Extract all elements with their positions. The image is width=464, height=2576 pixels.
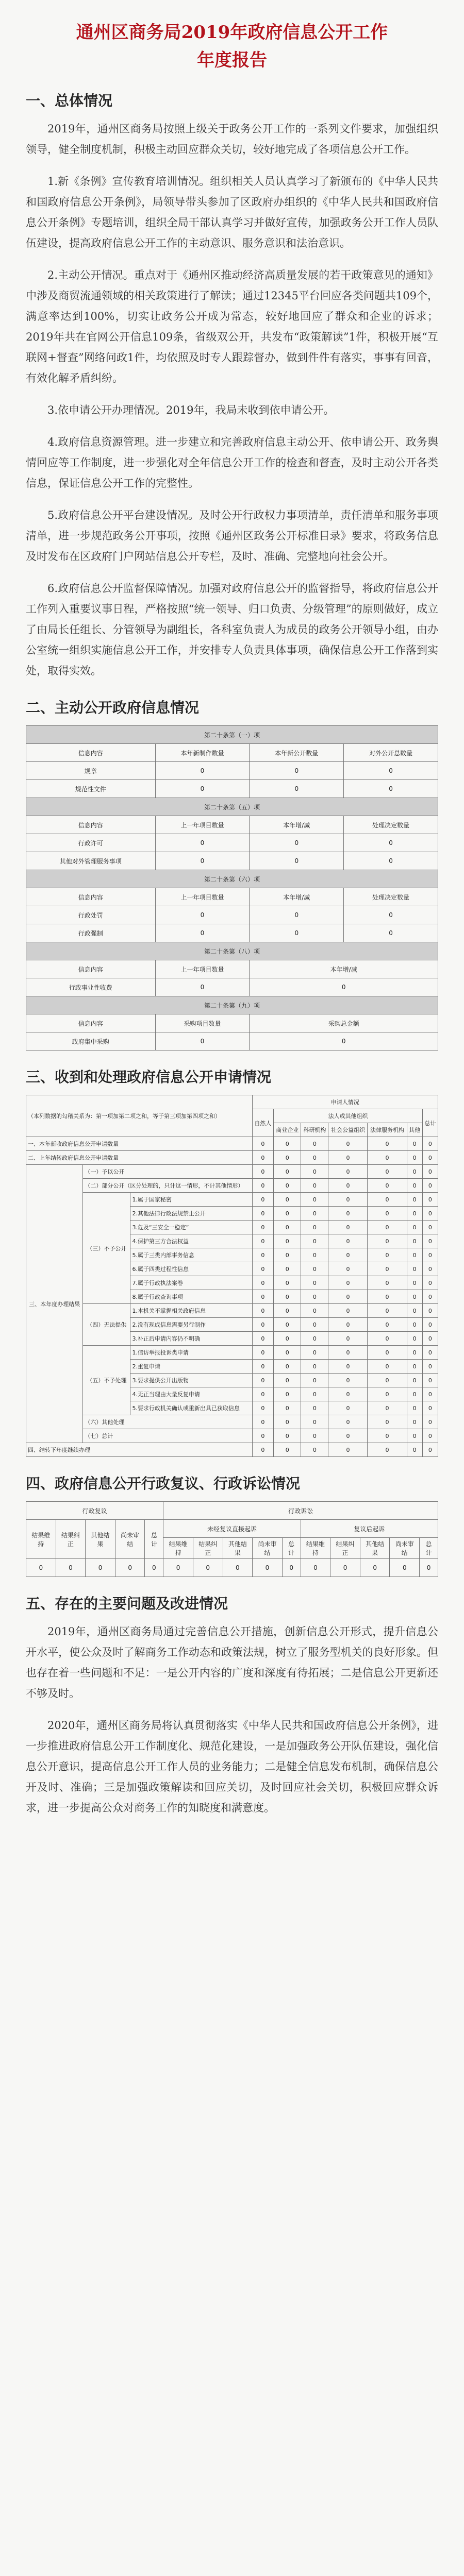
cell-value: 0 <box>407 1262 422 1276</box>
cell-value: 0 <box>368 1137 407 1151</box>
cell-value: 0 <box>274 1234 301 1248</box>
cell-value: 0 <box>422 1290 438 1304</box>
cell-value: 0 <box>368 1415 407 1429</box>
cell-value: 0 <box>252 1443 274 1457</box>
cell-value: 0 <box>193 1559 223 1577</box>
cell-value: 0 <box>252 1207 274 1221</box>
table-header: （本列数据的勾稽关系为：第一项加第二项之和，等于第三项加第四项之和） <box>26 1095 253 1137</box>
cell-value: 0 <box>328 1165 368 1179</box>
cell-value: 0 <box>301 1207 328 1221</box>
cell-value: 0 <box>274 1165 301 1179</box>
cell-value: 0 <box>407 1207 422 1221</box>
table-row <box>26 1429 438 1443</box>
application-handling-table <box>26 1095 438 1457</box>
cell-value: 0 <box>368 1234 407 1248</box>
table-row <box>26 1304 438 1318</box>
row-label: 4.保护第三方合法权益 <box>130 1234 252 1248</box>
cell-value: 0 <box>56 1559 86 1577</box>
cell-value: 0 <box>301 1346 328 1360</box>
cell-value: 0 <box>301 1248 328 1262</box>
cell-value: 0 <box>301 1429 328 1443</box>
cell-value: 0 <box>252 1318 274 1332</box>
table-header: 采购项目数量 <box>155 1014 250 1032</box>
cell-value: 0 <box>328 1360 368 1374</box>
report-title-line2: 年度报告 <box>197 50 267 71</box>
cell-value: 0 <box>274 1346 301 1360</box>
table-row: 政府集中采购 0 0 <box>26 1032 438 1050</box>
cell-value: 0 <box>282 1559 301 1577</box>
row-label: 2.没有现成信息需要另行制作 <box>130 1318 252 1332</box>
row-label: 3.要求提供公开出版物 <box>130 1374 252 1387</box>
cell-value: 0 <box>274 1248 301 1262</box>
cell-value: 0 <box>301 1179 328 1193</box>
cell-value: 0 <box>407 1165 422 1179</box>
cell-value: 0 <box>368 1207 407 1221</box>
cell-value: 0 <box>422 1387 438 1401</box>
table-row: 行政事业性收费 0 0 <box>26 978 438 996</box>
cell-value: 0 <box>274 1415 301 1429</box>
paragraph: 4.政府信息资源管理。进一步建立和完善政府信息主动公开、依申请公开、政务舆情回应等工作制度，进一步强化对全年信息公开工作的检查和督查，及时主动公开各类信息，保证信息公开工作的完整性。 <box>26 436 438 489</box>
cell-value: 0 <box>328 1374 368 1387</box>
row-label: 5.要求行政机关确认或重新出具已获取信息 <box>130 1401 252 1415</box>
table-header: 行政诉讼 <box>163 1502 438 1520</box>
cell-value: 0 <box>390 1559 420 1577</box>
cell-value: 0 <box>252 1360 274 1374</box>
cell-value: 0 <box>252 1193 274 1207</box>
report-title-line1: 通州区商务局2019年政府信息公开工作 <box>76 22 388 43</box>
cell-value: 0 <box>422 1360 438 1374</box>
cell-value: 0 <box>252 1234 274 1248</box>
cell-value: 0 <box>422 1179 438 1193</box>
table-header: 商业企业 <box>274 1123 301 1137</box>
cell-value: 0 <box>274 1137 301 1151</box>
paragraph: 6.政府信息公开监督保障情况。加强对政府信息公开的监督指导，将政府信息公开工作列入重要议事日程，严格按照“统一领导、归口负责、分级管理”的原则做好，成立了由局长任组长、分管领导为副组长，各科室负责人为成员的政务公开领导小组，由办公室统一组织实施信息公开工作，并安排专人负责具体事项，确保信息公开工作落到实处，取得实效。 <box>26 582 438 677</box>
cell-value: 0 <box>407 1221 422 1234</box>
cell-value: 0 <box>422 1262 438 1276</box>
report-title <box>0 0 464 74</box>
row-sub-group-label: （四）无法提供 <box>83 1304 130 1346</box>
cell-value: 0 <box>328 1248 368 1262</box>
paragraph: 3.依申请公开办理情况。2019年，我局未收到依申请公开。 <box>47 404 335 416</box>
row-label: 3.危及“三安全一稳定” <box>130 1221 252 1234</box>
table-section-header: 第二十条第（八）项 <box>26 942 438 960</box>
cell-value: 0 <box>252 1429 274 1443</box>
row-label: 3.补正后申请内容仍不明确 <box>130 1332 252 1346</box>
cell-value: 0 <box>274 1221 301 1234</box>
row-label: 5.属于三类内部事务信息 <box>130 1248 252 1262</box>
cell-value: 0 <box>274 1332 301 1346</box>
table-header: 处理决定数量 <box>344 816 438 834</box>
cell-value: 0 <box>301 1221 328 1234</box>
cell-value: 0 <box>407 1415 422 1429</box>
table-header: 上一年项目数量 <box>155 960 250 978</box>
cell-value: 0 <box>422 1318 438 1332</box>
table-header: 信息内容 <box>26 960 156 978</box>
row-label: 四、结转下年度继续办理 <box>26 1443 253 1457</box>
table-row: 规范性文件 0 0 0 <box>26 780 438 798</box>
table-header: 上一年项目数量 <box>155 888 250 906</box>
cell-value: 0 <box>368 1346 407 1360</box>
table-header: 信息内容 <box>26 744 156 762</box>
cell-value: 0 <box>252 1290 274 1304</box>
cell-value: 0 <box>420 1559 438 1577</box>
cell-value: 0 <box>422 1429 438 1443</box>
cell-value: 0 <box>407 1193 422 1207</box>
cell-value: 0 <box>328 1429 368 1443</box>
row-label: 1.信访举报投诉类申请 <box>130 1346 252 1360</box>
cell-value: 0 <box>422 1304 438 1318</box>
cell-value: 0 <box>328 1332 368 1346</box>
cell-value: 0 <box>328 1346 368 1360</box>
cell-value: 0 <box>274 1179 301 1193</box>
cell-value: 0 <box>252 1262 274 1276</box>
cell-value: 0 <box>422 1248 438 1262</box>
table-section-header: 第二十条第（六）项 <box>26 870 438 888</box>
table-row <box>26 1193 438 1207</box>
cell-value: 0 <box>422 1151 438 1165</box>
table-row: 行政处罚 0 0 0 <box>26 906 438 924</box>
cell-value: 0 <box>328 1415 368 1429</box>
table-row <box>26 1165 438 1179</box>
cell-value: 0 <box>274 1318 301 1332</box>
review-litigation-table: 行政复议 行政诉讼 结果维持 结果纠正 其他结果 尚未审结 总计 未经复议直接起诉 复议后起诉 结果维持 结果纠正 其他结果 尚未审结 总计 结果维持 结果纠正 其他结果 尚未审结 总计 0 0 0 0 0 0 0 0 0 0 0 0 0 0 0 <box>26 1501 438 1577</box>
cell-value: 0 <box>328 1207 368 1221</box>
row-label: 7.属于行政执法案卷 <box>130 1276 252 1290</box>
cell-value: 0 <box>422 1234 438 1248</box>
cell-value: 0 <box>422 1332 438 1346</box>
cell-value: 0 <box>274 1304 301 1318</box>
cell-value: 0 <box>301 1262 328 1276</box>
table-header: 信息内容 <box>26 816 156 834</box>
cell-value: 0 <box>274 1443 301 1457</box>
row-label: 2.其他法律行政法规禁止公开 <box>130 1207 252 1221</box>
cell-value: 0 <box>407 1248 422 1262</box>
cell-value: 0 <box>253 1559 283 1577</box>
cell-value: 0 <box>407 1318 422 1332</box>
cell-value: 0 <box>407 1332 422 1346</box>
table-row <box>26 1179 438 1193</box>
cell-value: 0 <box>368 1318 407 1332</box>
cell-value: 0 <box>274 1374 301 1387</box>
cell-value: 0 <box>422 1276 438 1290</box>
cell-value: 0 <box>422 1193 438 1207</box>
row-label: 1.本机关不掌握相关政府信息 <box>130 1304 252 1318</box>
cell-value: 0 <box>328 1304 368 1318</box>
cell-value: 0 <box>252 1401 274 1415</box>
paragraph: 1.新《条例》宣传教育培训情况。组织相关人员认真学习了新颁布的《中华人民共和国政府信息公开条例》，局领导带头参加了区政府办组织的《中华人民共和国政府信息公开条例》专题培训，组织全局干部认真学习并做好宣传，加强政务公开工作人员队伍建设，提高政府信息公开工作的主动意识、服务意识和法治意识。 <box>26 175 438 249</box>
cell-value: 0 <box>252 1248 274 1262</box>
cell-value: 0 <box>368 1443 407 1457</box>
cell-value: 0 <box>368 1429 407 1443</box>
cell-value: 0 <box>330 1559 360 1577</box>
table-row <box>26 1559 438 1577</box>
cell-value: 0 <box>368 1401 407 1415</box>
row-label: 6.属于四类过程性信息 <box>130 1262 252 1276</box>
cell-value: 0 <box>407 1374 422 1387</box>
cell-value: 0 <box>252 1165 274 1179</box>
cell-value: 0 <box>368 1262 407 1276</box>
cell-value: 0 <box>274 1151 301 1165</box>
cell-value: 0 <box>422 1374 438 1387</box>
table-header: 本年新公开数量 <box>250 744 344 762</box>
cell-value: 0 <box>274 1290 301 1304</box>
row-label: 一、本年新收政府信息公开申请数量 <box>26 1137 253 1151</box>
paragraph: 2.主动公开情况。重点对于《通州区推动经济高质量发展的若干政策意见的通知》中涉及商贸流通领域的相关政策进行了解读；通过12345平台回应各类问题共109个，满意率达到100%，切实让政务公开成为常态，较好地回应了群众和企业的诉求；2019年共在官网公开信息109条，省级双公开，共发布“政策解读”1件，积极开展“互联网+督查”网络问政1件，均依照及时专人跟踪督办，做到件件有落实，事事有回音，有效化解矛盾纠纷。 <box>26 269 438 384</box>
cell-value: 0 <box>301 1304 328 1318</box>
cell-value: 0 <box>252 1346 274 1360</box>
cell-value: 0 <box>368 1221 407 1234</box>
cell-value: 0 <box>422 1415 438 1429</box>
cell-value: 0 <box>252 1137 274 1151</box>
table-header: 法人或其他组织 <box>274 1109 423 1123</box>
cell-value: 0 <box>274 1207 301 1221</box>
table-header: 对外公开总数量 <box>344 744 438 762</box>
table-header: 自然人 <box>252 1109 274 1137</box>
cell-value: 0 <box>328 1137 368 1151</box>
cell-value: 0 <box>223 1559 253 1577</box>
table-section-header: 第二十条第（五）项 <box>26 798 438 816</box>
cell-value: 0 <box>301 1559 330 1577</box>
cell-value: 0 <box>252 1304 274 1318</box>
cell-value: 0 <box>407 1234 422 1248</box>
cell-value: 0 <box>301 1234 328 1248</box>
cell-value: 0 <box>274 1429 301 1443</box>
cell-value: 0 <box>252 1179 274 1193</box>
cell-value: 0 <box>301 1401 328 1415</box>
section-heading-1: 一、总体情况 <box>26 92 113 109</box>
cell-value: 0 <box>407 1290 422 1304</box>
table-header: 社会公益组织 <box>328 1123 368 1137</box>
row-sub-group-label: （五）不予处理 <box>83 1346 130 1415</box>
cell-value: 0 <box>422 1165 438 1179</box>
table-header: 法律服务机构 <box>368 1123 407 1137</box>
cell-value: 0 <box>328 1401 368 1415</box>
paragraph: 5.政府信息公开平台建设情况。及时公开行政权力事项清单，责任清单和服务事项清单，进一步规范政务公开事项，按照《通州区政务公开标准目录》要求，将政务信息及时发布在区政府门户网站信息公开专栏，及时、准确、完整地向社会公开。 <box>26 509 438 563</box>
cell-value: 0 <box>274 1401 301 1415</box>
row-label: 2.重复申请 <box>130 1360 252 1374</box>
table-row: 规章 0 0 0 <box>26 762 438 780</box>
cell-value: 0 <box>360 1559 390 1577</box>
cell-value: 0 <box>328 1151 368 1165</box>
cell-value: 0 <box>301 1332 328 1346</box>
table-header: 信息内容 <box>26 1014 156 1032</box>
cell-value: 0 <box>422 1346 438 1360</box>
row-label: （一）予以公开 <box>83 1165 252 1179</box>
cell-value: 0 <box>407 1387 422 1401</box>
table-header: 本年增/减 <box>250 816 344 834</box>
cell-value: 0 <box>368 1193 407 1207</box>
cell-value: 0 <box>368 1332 407 1346</box>
table-section-header: 第二十条第（九）项 <box>26 996 438 1014</box>
cell-value: 0 <box>407 1276 422 1290</box>
cell-value: 0 <box>274 1276 301 1290</box>
table-header: 申请人情况 <box>252 1095 438 1109</box>
cell-value: 0 <box>301 1360 328 1374</box>
paragraph: 2019年，通州区商务局按照上级关于政务公开工作的一系列文件要求，加强组织领导，健全制度机制，积极主动回应群众关切，较好地完成了各项信息公开工作。 <box>26 123 438 156</box>
cell-value: 0 <box>368 1276 407 1290</box>
table-header: 总计 <box>422 1109 438 1137</box>
table-header: 上一年项目数量 <box>155 816 250 834</box>
table-section-header: 第二十条第（一）项 <box>26 726 438 744</box>
cell-value: 0 <box>252 1415 274 1429</box>
cell-value: 0 <box>145 1559 163 1577</box>
cell-value: 0 <box>328 1387 368 1401</box>
cell-value: 0 <box>368 1248 407 1262</box>
cell-value: 0 <box>163 1559 193 1577</box>
cell-value: 0 <box>301 1290 328 1304</box>
row-sub-group-label: （三）不予公开 <box>83 1193 130 1304</box>
cell-value: 0 <box>368 1179 407 1193</box>
cell-value: 0 <box>368 1151 407 1165</box>
proactive-disclosure-table <box>26 725 438 1050</box>
table-header: 本年新制作数量 <box>155 744 250 762</box>
section-heading-4: 四、政府信息公开行政复议、行政诉讼情况 <box>26 1475 301 1492</box>
paragraph: 2020年，通州区商务局将认真贯彻落实《中华人民共和国政府信息公开条例》，进一步推进政府信息公开工作制度化、规范化建设，一是加强政务公开队伍建设，强化信息公开意识，提高信息公开工作人员的业务能力；二是健全信息发布机制，确保信息公开及时、准确；三是加强政策解读和回应关切，及时回应社会关切，积极回应群众诉求，进一步提高公众对商务工作的知晓度和满意度。 <box>26 1719 438 1814</box>
table-row <box>26 1137 438 1151</box>
cell-value: 0 <box>368 1290 407 1304</box>
table-header: 信息内容 <box>26 888 156 906</box>
cell-value: 0 <box>407 1360 422 1374</box>
cell-value: 0 <box>422 1137 438 1151</box>
cell-value: 0 <box>422 1207 438 1221</box>
cell-value: 0 <box>368 1374 407 1387</box>
cell-value: 0 <box>252 1151 274 1165</box>
cell-value: 0 <box>274 1262 301 1276</box>
row-label: （七）总计 <box>83 1429 252 1443</box>
cell-value: 0 <box>274 1387 301 1401</box>
cell-value: 0 <box>407 1137 422 1151</box>
cell-value: 0 <box>274 1360 301 1374</box>
section-heading-3: 三、收到和处理政府信息公开申请情况 <box>26 1069 272 1086</box>
section-heading-2: 二、主动公开政府信息情况 <box>26 699 200 716</box>
cell-value: 0 <box>301 1318 328 1332</box>
cell-value: 0 <box>301 1165 328 1179</box>
table-row: 其他对外管理服务事项 0 0 0 <box>26 852 438 870</box>
cell-value: 0 <box>407 1401 422 1415</box>
cell-value: 0 <box>86 1559 115 1577</box>
row-label: 1.属于国家秘密 <box>130 1193 252 1207</box>
cell-value: 0 <box>301 1443 328 1457</box>
table-row: 行政强制 0 0 0 <box>26 924 438 942</box>
row-label: 二、上年结转政府信息公开申请数量 <box>26 1151 253 1165</box>
row-label: 4.无正当理由大量反复申请 <box>130 1387 252 1401</box>
cell-value: 0 <box>368 1165 407 1179</box>
cell-value: 0 <box>301 1193 328 1207</box>
row-label: （二）部分公开（区分处理的，只计这一情形，不计其他情形） <box>83 1179 252 1193</box>
cell-value: 0 <box>328 1234 368 1248</box>
cell-value: 0 <box>301 1387 328 1401</box>
cell-value: 0 <box>407 1304 422 1318</box>
cell-value: 0 <box>407 1429 422 1443</box>
cell-value: 0 <box>328 1221 368 1234</box>
section-heading-5: 五、存在的主要问题及改进情况 <box>26 1595 228 1612</box>
cell-value: 0 <box>368 1360 407 1374</box>
cell-value: 0 <box>252 1276 274 1290</box>
cell-value: 0 <box>407 1346 422 1360</box>
cell-value: 0 <box>407 1151 422 1165</box>
table-row <box>26 1443 438 1457</box>
cell-value: 0 <box>252 1374 274 1387</box>
table-row <box>26 1151 438 1165</box>
cell-value: 0 <box>407 1179 422 1193</box>
cell-value: 0 <box>368 1387 407 1401</box>
cell-value: 0 <box>328 1318 368 1332</box>
cell-value: 0 <box>301 1374 328 1387</box>
cell-value: 0 <box>328 1290 368 1304</box>
row-label: （六）其他处理 <box>83 1415 252 1429</box>
cell-value: 0 <box>301 1137 328 1151</box>
cell-value: 0 <box>26 1559 56 1577</box>
cell-value: 0 <box>368 1304 407 1318</box>
table-header: 采购总金额 <box>250 1014 438 1032</box>
cell-value: 0 <box>328 1262 368 1276</box>
cell-value: 0 <box>328 1193 368 1207</box>
table-header: 其他 <box>407 1123 422 1137</box>
table-header: 本年增/减 <box>250 888 344 906</box>
paragraph: 2019年，通州区商务局通过完善信息公开措施，创新信息公开形式，提升信息公开水平，使公众及时了解商务工作动态和政策法规，树立了服务型机关的良好形象。但也存在着一些问题和不足：一是公开内容的广度和深度有待拓展；二是信息公开更新还不够及时。 <box>26 1625 438 1700</box>
table-row <box>26 1415 438 1429</box>
table-row: 行政许可 0 0 0 <box>26 834 438 852</box>
table-row <box>26 1346 438 1360</box>
cell-value: 0 <box>422 1401 438 1415</box>
cell-value: 0 <box>407 1443 422 1457</box>
cell-value: 0 <box>252 1221 274 1234</box>
cell-value: 0 <box>115 1559 145 1577</box>
cell-value: 0 <box>301 1276 328 1290</box>
cell-value: 0 <box>328 1276 368 1290</box>
cell-value: 0 <box>422 1221 438 1234</box>
cell-value: 0 <box>422 1443 438 1457</box>
row-label: 8.属于行政查询事项 <box>130 1290 252 1304</box>
cell-value: 0 <box>252 1387 274 1401</box>
table-header: 本年增/减 <box>250 960 438 978</box>
cell-value: 0 <box>328 1179 368 1193</box>
cell-value: 0 <box>328 1443 368 1457</box>
table-header: 行政复议 <box>26 1502 163 1520</box>
table-header: 科研机构 <box>301 1123 328 1137</box>
cell-value: 0 <box>252 1332 274 1346</box>
row-group-label: 三、本年度办理结果 <box>26 1165 83 1443</box>
cell-value: 0 <box>274 1193 301 1207</box>
cell-value: 0 <box>301 1151 328 1165</box>
cell-value: 0 <box>301 1415 328 1429</box>
table-header: 处理决定数量 <box>344 888 438 906</box>
